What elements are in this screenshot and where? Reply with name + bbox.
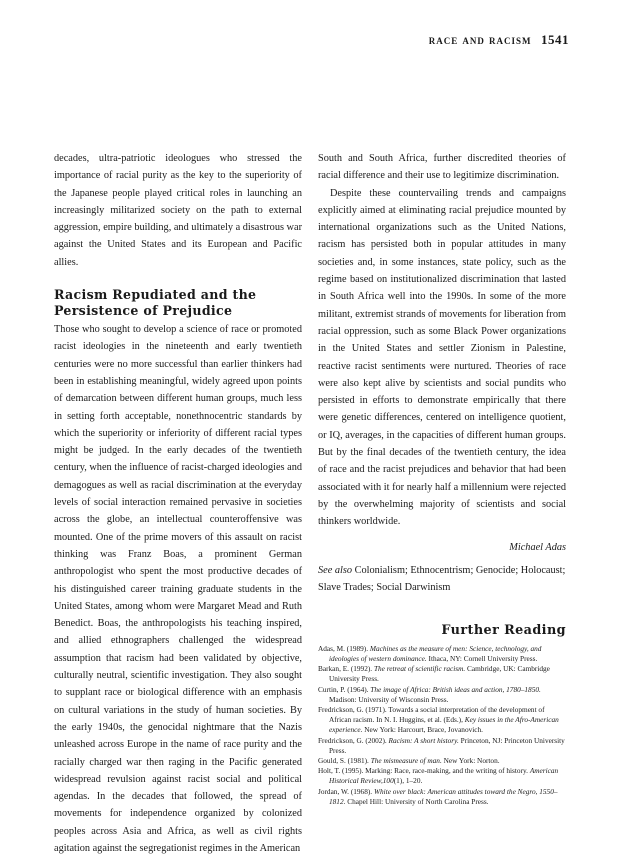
reference-text: Barkan, E. (1992). [318,664,374,674]
see-also [318,562,566,597]
reference-publisher: Ithaca, NY: Cornell University Press. [426,653,538,663]
reference-item [318,756,566,766]
reference-item [318,766,566,786]
reference-text: Curtin, P. (1964). [318,684,371,694]
reference-item [318,705,566,736]
running-head-title: race and racism [428,33,532,47]
reference-title: Racism: A short history. [388,735,459,745]
reference-publisher: New York: Norton. [441,755,500,765]
reference-publisher: (1), 1–20. [393,776,423,786]
reference-title: The retreat of scientific racism. [373,664,466,674]
reference-text: Adas, M. (1989). [318,643,370,653]
reference-title: White over black: American attitudes toward the Negro, 1550–1812. [329,786,558,806]
reference-text: Fredrickson, G. (2002). [318,735,389,745]
page-number: 1541 [541,32,569,47]
reference-title: American Historical Review,100 [329,766,559,786]
reference-title: The mismeasure of man. [370,755,442,765]
reference-text: Gould, S. (1981). [318,755,371,765]
reference-publisher: Madison: University of Wisconsin Press. [329,694,449,704]
reference-publisher: New York: Harcourt, Brace, Jovanovich. [362,725,483,735]
reference-list [318,644,566,807]
section-heading: Racism Repudiated and the Persistence of Prejudice [54,287,257,319]
left-column [54,150,302,857]
paragraph-continued-right: South and South Africa, further discredited theories of racial difference and their use to legitimize discrimination. [318,153,566,182]
further-reading-heading: Further Reading [441,623,566,639]
reference-text: Fredrickson, G. (1971). Towards a social interpretation of the development of African racism. In N. I. Huggins, et al. (Eds.), [318,704,545,725]
reference-publisher: Chapel Hill: University of North Carolina Press. [345,796,489,806]
reference-title: Key issues in the Afro-American experience. [329,715,559,735]
reference-title: The image of Africa: British ideas and action, 1780–1850. [370,684,541,694]
reference-publisher: Princeton, NJ: Princeton University Press. [329,735,565,755]
running-head [429,32,569,48]
see-also-label: See also [318,564,353,576]
reference-text: Jordan, W. (1968). [318,786,374,796]
reference-publisher: Cambridge, UK: Cambridge University Press. [329,664,550,684]
reference-item [318,685,566,705]
reference-item [318,736,566,756]
reference-item [318,664,566,684]
right-column [318,150,566,807]
author-signature: Michael Adas [509,541,566,553]
reference-text: Holt, T. (1995). Marking: Race, race-making, and the writing of history. [318,766,530,776]
paragraph-despite: Despite these countervailing trends and campaigns explicitly aimed at eliminating racial prejudice mounted by international organizations such as the United Nations, racism has persisted both in popular attitudes in many societies and, in some instances, state policy, such as the regime based on institutionalized discrimination that lasted in South Africa well into the 1990s. In some of the more militant, extremist strands of movements for liberation from racial oppression, such as some Black Power organizations in the United States and settler Zionism in Palestine, reactive racist sentiments were nurtured. Theories of race were also kept alive by scientists and social pundits who persisted in efforts to demonstrate empirically that there were genetic differences, centered on intelligence quotient, or IQ, averages, in the capacities of different human groups. But by the final decades of the twentieth century, the idea of race and the racist prejudices and behavior that had been associated with it for nearly half a millennium were rejected by the overwhelming majority of scientists and social thinkers worldwide. [318,187,566,528]
paragraph-continued: decades, ultra-patriotic ideologues who stressed the importance of racial purity as the key to the superiority of the Japanese people played critical roles in launching an increasingly militarized society on the path to external aggression, empire building, and ultimately a disastrous war against the United States and its European and Pacific allies. [54,153,302,268]
reference-item [318,787,566,807]
section-paragraph: Those who sought to develop a science of race or promoted racist ideologies in the nineteenth and early twentieth centuries were no more successful than earlier thinkers had been in establishing meaningful, widely agreed upon points of demarcation between different human groups, much less in setting forth acceptable, nonethnocentric standards by which the superiority or inferiority of different racial types might be judged. In the early decades of the twentieth century, when the influence of racist-charged ideologies and demagogues as well as racial discrimination at the everyday levels of social interaction remained pervasive in societies across the globe, an intellectual counteroffensive was mounted. One of the prime movers of this assault on racist thinking was Franz Boas, a prominent German anthropologist who spent the most productive decades of his distinguished career training graduate students in the United States, among whom were Margaret Mead and Ruth Benedict. Boas, the anthropologists his teaching inspired, and allied ethnographers challenged the widespread assumption that racism had been validated by objective, culturally neutral, scientific investigation. They also sought to supplant race or biological difference with an emphasis on cultural variations in the study of human societies. By the early 1940s, the genocidal nightmare that the Nazis unleashed across Europe in the name of race purity and the racially charged war then raging in the Pacific generated widespread revulsion against racist social and political agendas. In the decades that followed, the spread of movements for independence organized by colonized peoples across Asia and Africa, as well as civil rights agitation against the segregationist regimes in the American [54,324,302,854]
reference-title: Machines as the measure of men: Science, technology, and ideologies of western dominance. [329,643,542,663]
reference-item [318,644,566,664]
see-also-items: Colonialism; Ethnocentrism; Genocide; Holocaust; Slave Trades; Social Darwinism [318,564,566,594]
